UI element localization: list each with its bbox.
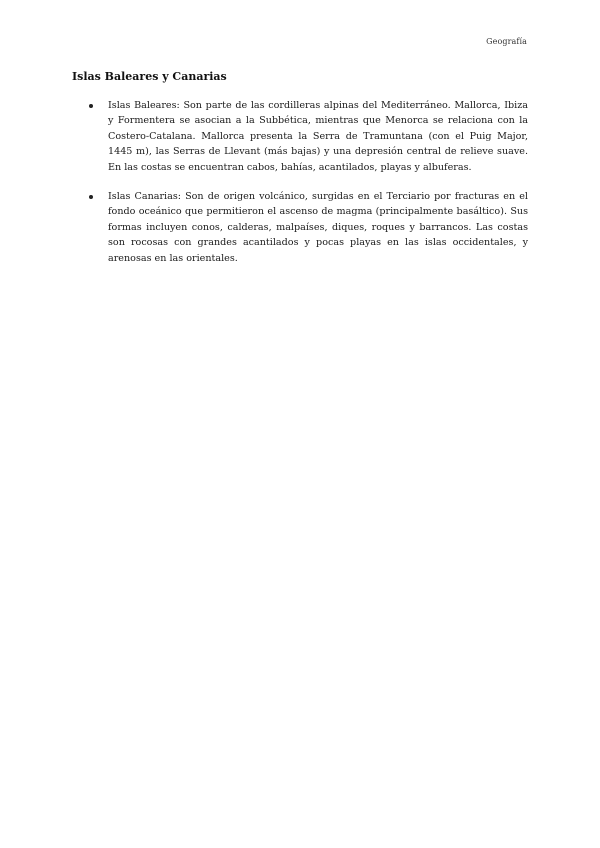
list-item-baleares: [72, 98, 528, 175]
bullet-list: [72, 98, 528, 280]
list-item-text: Islas Canarias: Son de origen volcánico, surgidas en el Terciario por fracturas en el fondo oceánico que permitieron el ascenso de magma (principalmente basáltico). Sus formas incluyen conos, calderas, malpaíses, diques, roques y barrancos. Las costas son rocosas con grandes acantilados y pocas playas en las islas occidentales, y arenosas en las orientales.: [108, 191, 528, 264]
section-title: Islas Baleares y Canarias: [72, 70, 227, 83]
bullet-icon: [89, 195, 93, 199]
list-item-canarias: [72, 189, 528, 266]
bullet-icon: [89, 104, 93, 108]
list-item-text: Islas Baleares: Son parte de las cordilleras alpinas del Mediterráneo. Mallorca, Ibiza y Formentera se asocian a la Subbética, mientras que Menorca se relaciona con la Costero-Catalana. Mallorca presenta la Serra de Tramuntana (con el Puig Major, 1445 m), las Serras de Llevant (más bajas) y una depresión central de relieve suave. En las costas se encuentran cabos, bahías, acantilados, playas y albuferas.: [108, 100, 528, 173]
page-header-subject: Geografía: [486, 37, 527, 46]
